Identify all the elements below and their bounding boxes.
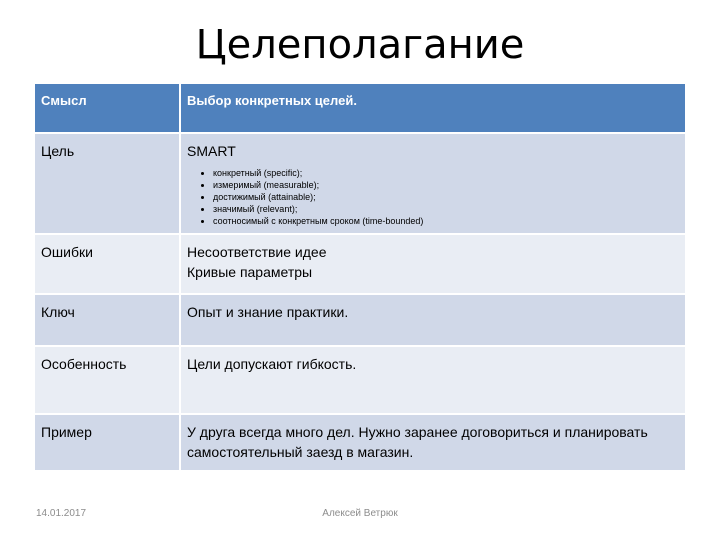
row-label-key: Ключ: [35, 294, 180, 346]
footer-date: 14.01.2017: [36, 508, 87, 519]
list-item: • достижимый (attainable);: [213, 191, 679, 203]
row-value-example: У друга всегда много дел. Нужно заранее договориться и планировать самостоятельный заезд в магазин.: [180, 414, 685, 470]
row-label-goal: Цель: [35, 133, 180, 234]
table-row-example: [35, 414, 685, 470]
table-row-feature: [35, 346, 685, 414]
error-line: Несоответствие идее: [187, 244, 327, 260]
row-value-goal: [180, 133, 685, 234]
row-value-errors: [180, 234, 685, 294]
table-row-goal: [35, 133, 685, 234]
table-row-key: [35, 294, 685, 346]
row-label-example: Пример: [35, 414, 180, 470]
header-label-cell: Смысл: [35, 83, 180, 133]
smart-heading: SMART: [187, 143, 236, 159]
smart-criteria-list: [187, 167, 679, 227]
row-label-feature: Особенность: [35, 346, 180, 414]
row-value-key: Опыт и знание практики.: [180, 294, 685, 346]
slide-title: Целеполагание: [195, 22, 525, 68]
list-item: • измеримый (measurable);: [213, 179, 679, 191]
goal-setting-table: [35, 82, 685, 470]
error-line: Кривые параметры: [187, 264, 313, 280]
table-row-errors: [35, 234, 685, 294]
header-value-cell: Выбор конкретных целей.: [180, 83, 685, 133]
row-value-feature: Цели допускают гибкость.: [180, 346, 685, 414]
table-header-row: [35, 83, 685, 133]
row-label-errors: Ошибки: [35, 234, 180, 294]
list-item: • конкретный (specific);: [213, 167, 679, 179]
list-item: • соотносимый с конкретным сроком (time-bounded): [213, 215, 679, 227]
list-item: • значимый (relevant);: [213, 203, 679, 215]
footer-author: Алексей Ветрюк: [322, 508, 398, 519]
